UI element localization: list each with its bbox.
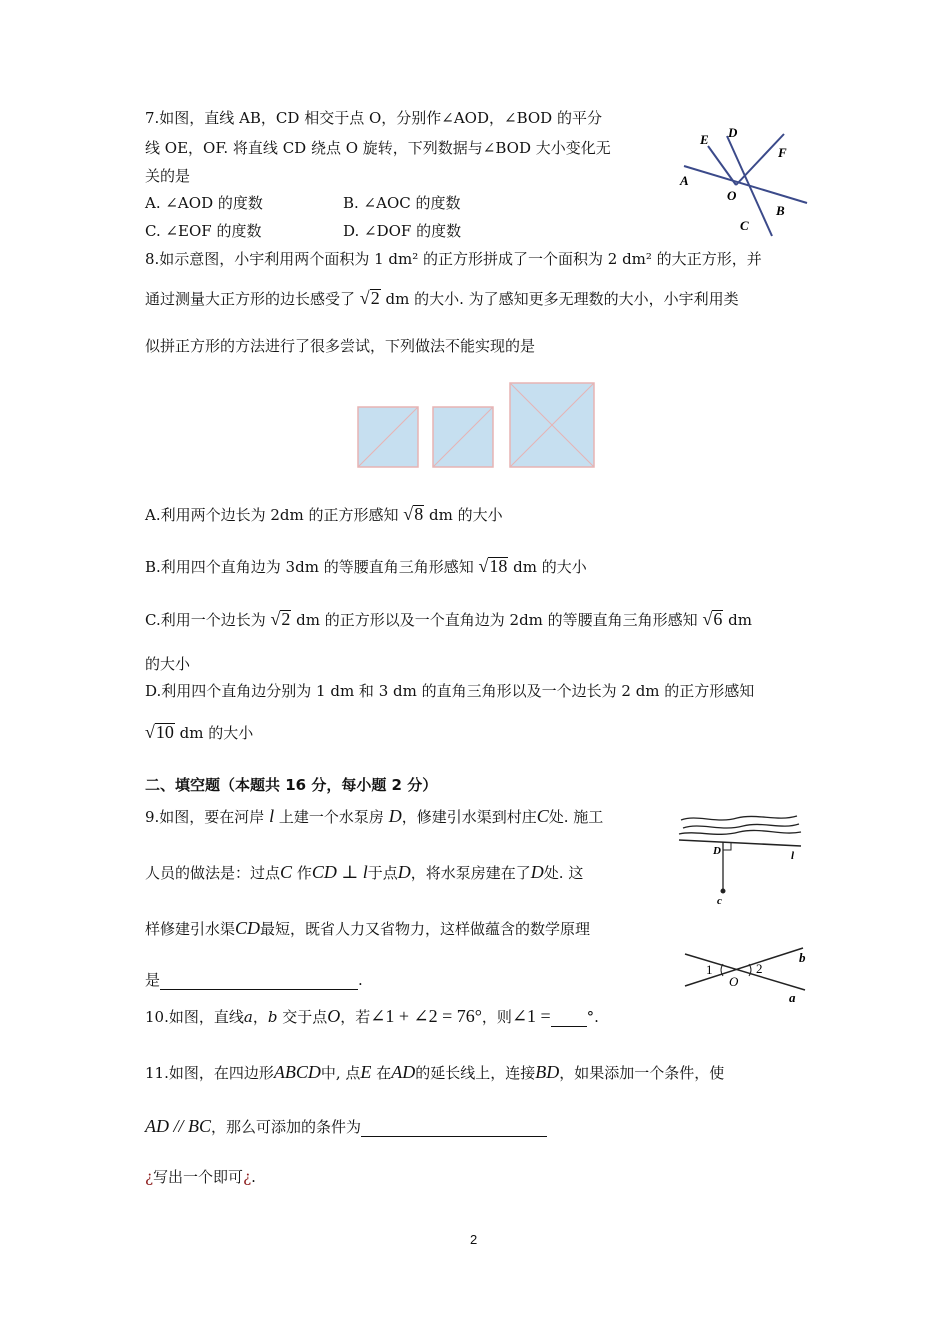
q9-line1: [145, 806, 603, 827]
q8-option-b-pre: B.利用四个直角边为 3dm 的等腰直角三角形感知: [145, 558, 474, 576]
q11-line1: [145, 1062, 724, 1083]
text: .: [251, 1168, 256, 1186]
label-1: 1: [706, 962, 713, 977]
q8-option-b-post: dm 的大小: [513, 558, 587, 576]
section-title-fill-in: 二、填空题（本题共 16 分，每小题 2 分）: [145, 776, 438, 794]
text: ，则: [481, 1008, 512, 1026]
q8-option-d-line2: [145, 722, 253, 743]
var-a: a: [243, 1008, 253, 1026]
text: 交于点: [282, 1008, 328, 1026]
text: .: [358, 971, 363, 989]
label-l: l: [791, 850, 795, 862]
q8-line2: [145, 288, 739, 309]
q8-option-c: [145, 609, 752, 630]
q8-option-a: [145, 504, 503, 525]
label-d: D: [713, 845, 721, 857]
answer-blank-q10[interactable]: [551, 1010, 587, 1027]
radicand: 10: [155, 722, 174, 742]
var-ad: AD: [391, 1062, 416, 1082]
label-o: O: [727, 188, 737, 203]
radicand: 2: [281, 609, 291, 629]
q8-option-a-pre: A.利用两个边长为 2dm 的正方形感知: [145, 506, 399, 524]
q8-option-c-pre: C.利用一个边长为: [145, 611, 266, 629]
small-square-2: [433, 407, 493, 467]
q7-line2: 线 OE，OF. 将直线 CD 绕点 O 旋转，下列数据与∠BOD 大小变化无: [145, 139, 611, 157]
text: 作: [296, 864, 312, 882]
q7-line1: 7.如图，直线 AB，CD 相交于点 O，分别作∠AOD，∠BOD 的平分: [145, 109, 602, 127]
var-e: E: [360, 1062, 372, 1082]
var-b: b: [267, 1008, 278, 1026]
q10-figure: [681, 944, 811, 1004]
text: 中, 点: [320, 1064, 361, 1082]
label-f: F: [778, 145, 787, 160]
label-o: O: [729, 974, 739, 989]
radicand: 2: [370, 288, 380, 308]
label-c: c: [717, 895, 722, 906]
label-a: a: [789, 990, 796, 1004]
text: °.: [586, 1008, 599, 1026]
q8-squares-figure: [356, 381, 598, 469]
label-2: 2: [756, 961, 763, 976]
text: 于点: [367, 864, 398, 882]
q7-figure: [672, 118, 812, 240]
text: ¿: [243, 1168, 252, 1186]
q7-option-c: C. ∠EOF 的度数: [145, 222, 262, 240]
line-ab: [684, 166, 807, 203]
expr-angle-sum: ∠1 + ∠2 = 76°: [370, 1006, 482, 1026]
text: 在: [376, 1064, 392, 1082]
text: 上建一个水泵房: [278, 808, 384, 826]
text: 11.如图，在四边形: [145, 1064, 274, 1082]
small-square-1: [358, 407, 418, 467]
text: 10.如图，直线: [145, 1008, 244, 1026]
var-o: O: [327, 1006, 341, 1026]
sqrt-2: √2: [270, 609, 291, 629]
var-d: D: [388, 806, 402, 826]
q8-option-d-line1: D.利用四个直角边分别为 1 dm 和 3 dm 的直角三角形以及一个边长为 2 dm 的正方形感知: [145, 682, 755, 700]
text: 的延长线上，连接: [415, 1064, 536, 1082]
var-c: C: [536, 806, 549, 826]
text: 样修建引水渠: [145, 920, 236, 938]
q8-option-d-post: dm 的大小: [179, 724, 254, 742]
line-b: [685, 948, 803, 986]
q7-option-d: D. ∠DOF 的度数: [343, 222, 462, 240]
label-e: E: [700, 132, 709, 147]
text: ，将水泵房建在了: [410, 864, 531, 882]
expr-parallel: AD // BC: [145, 1116, 211, 1136]
text: 处. 施工: [548, 808, 604, 826]
answer-blank-q9[interactable]: [160, 973, 358, 990]
q7-line3: 关的是: [145, 167, 191, 185]
q11-line2: [145, 1116, 547, 1137]
q8-line2-post: dm 的大小. 为了感知更多无理数的大小，小宇利用类: [385, 290, 739, 308]
large-square: [510, 383, 594, 467]
ray-oe: [708, 146, 736, 185]
text: 最短，既省人力又省物力，这样做蕴含的数学原理: [260, 920, 591, 938]
river-bank-top: [681, 816, 797, 820]
label-c: C: [740, 218, 749, 233]
q10-line: [145, 1006, 599, 1027]
var-bd: BD: [535, 1062, 560, 1082]
point-c: [721, 889, 726, 894]
q8-line3: 似拼正方形的方法进行了很多尝试，下列做法不能实现的是: [145, 337, 536, 355]
line-cd: [727, 136, 772, 236]
text: 写出一个即可: [153, 1168, 244, 1186]
line-a: [685, 954, 805, 990]
sqrt-8: √8: [403, 504, 424, 524]
text: 是: [145, 971, 161, 989]
radicand: 18: [489, 556, 508, 576]
answer-blank-q11[interactable]: [361, 1120, 547, 1137]
q9-line4: [145, 970, 363, 990]
sqrt-6: √6: [702, 609, 723, 629]
page-number: 2: [470, 1232, 478, 1247]
q8-option-b: [145, 556, 587, 577]
q8-option-a-post: dm 的大小: [428, 506, 503, 524]
var-abcd: ABCD: [273, 1062, 321, 1082]
var-d: D: [530, 862, 544, 882]
line-l: [679, 840, 801, 846]
q9-figure: [677, 810, 807, 906]
text: ，若: [340, 1008, 371, 1026]
text: 9.如图，要在河岸: [145, 808, 265, 826]
var-d: D: [397, 862, 411, 882]
q8-option-c-post: dm: [728, 611, 752, 629]
var-c: C: [280, 862, 293, 882]
q9-line3: [145, 918, 590, 939]
q8-line2-pre: 通过测量大正方形的边长感受了: [145, 290, 356, 308]
q8-line1: 8.如示意图，小宇利用两个面积为 1 dm² 的正方形拼成了一个面积为 2 dm² 的大正方形，并: [145, 250, 762, 268]
sqrt-18: √18: [478, 556, 508, 576]
q7-option-b: B. ∠AOC 的度数: [343, 194, 461, 212]
radicand: 6: [713, 609, 723, 629]
text: ，修建引水渠到村庄: [401, 808, 537, 826]
q8-option-c-mid: dm 的正方形以及一个直角边为 2dm 的等腰直角三角形感知: [296, 611, 698, 629]
label-a: A: [680, 173, 689, 188]
text: 人员的做法是：过点: [145, 864, 281, 882]
var-l: l: [269, 806, 275, 826]
river-bank-mid: [683, 824, 799, 828]
expr-angle-1: ∠1 =: [511, 1006, 551, 1026]
river-bank-low: [679, 830, 801, 834]
text: ，: [252, 1008, 268, 1026]
sqrt-2: √2: [359, 288, 380, 308]
label-b: b: [799, 950, 806, 965]
text: ，如果添加一个条件，使: [559, 1064, 725, 1082]
text: ¿: [145, 1168, 154, 1186]
label-b: B: [776, 203, 785, 218]
expr-perpendicular: CD ⊥ l: [311, 862, 368, 882]
radicand: 8: [414, 504, 424, 524]
ray-of: [736, 134, 784, 185]
q9-line2: [145, 862, 583, 883]
label-d: D: [728, 125, 738, 140]
sqrt-10: √10: [145, 722, 174, 742]
text: ，那么可添加的条件为: [211, 1118, 362, 1136]
var-cd: CD: [235, 918, 261, 938]
q11-line3: [145, 1167, 256, 1187]
q8-option-c-line2: 的大小: [145, 655, 191, 673]
q7-option-a: A. ∠AOD 的度数: [145, 194, 263, 212]
text: 处. 这: [543, 864, 584, 882]
right-angle-mark: [723, 843, 731, 850]
